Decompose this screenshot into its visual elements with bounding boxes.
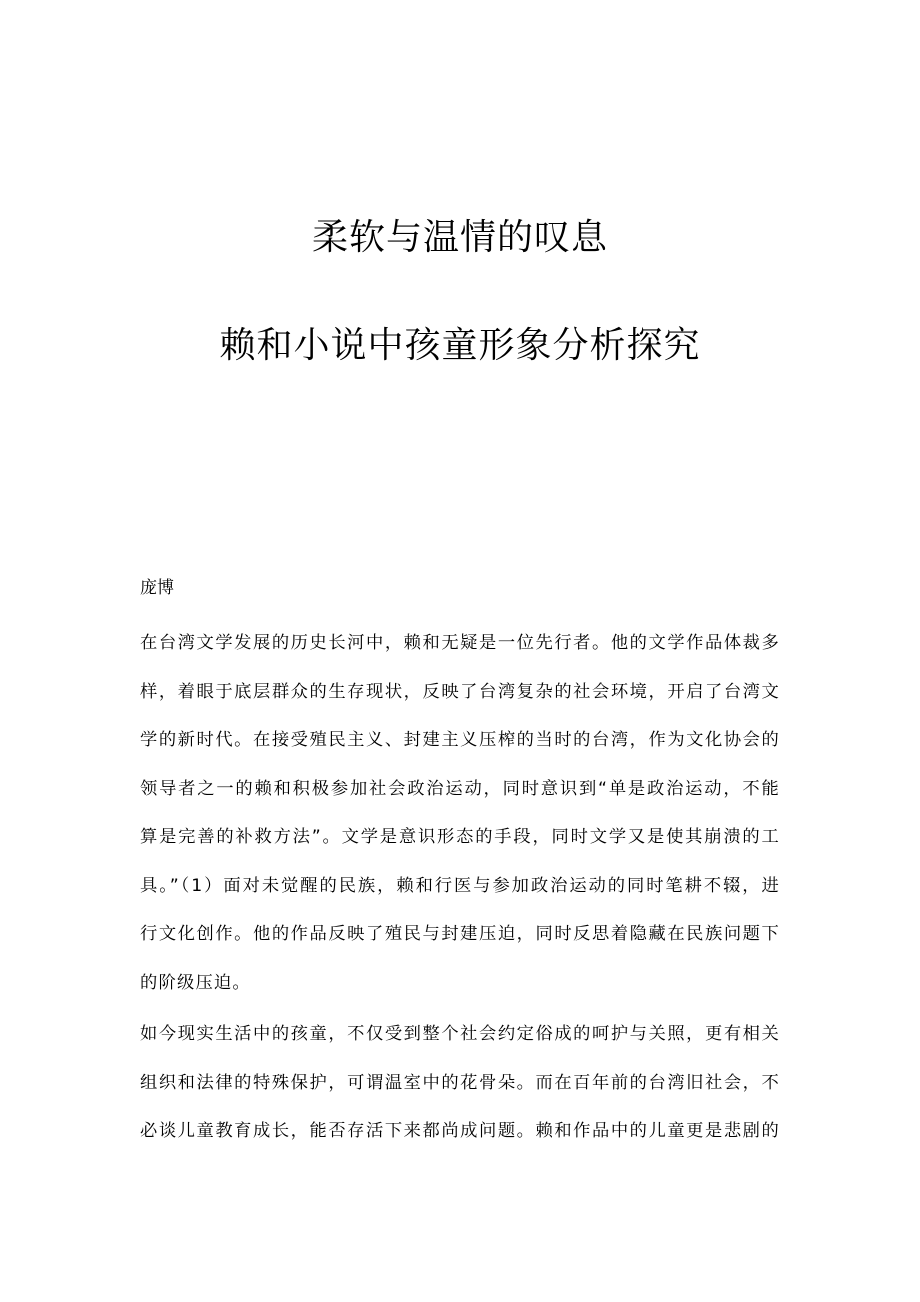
paragraph-line: 样，着眼于底层群众的生存现状，反映了台湾复杂的社会环境，开启了台湾文 <box>140 681 780 702</box>
paragraph-2 <box>140 1019 780 1165</box>
paragraph-line: 算是完善的补救方法”。文学是意识形态的手段，同时文学又是使其崩溃的工 <box>140 827 780 847</box>
author-name: 庞博 <box>140 578 174 598</box>
paragraph-line: 行文化创作。他的作品反映了殖民与封建压迫，同时反思着隐藏在民族问题下 <box>140 924 780 944</box>
paragraph-line: 领导者之一的赖和积极参加社会政治运动，同时意识到“单是政治运动，不能 <box>140 778 780 799</box>
paragraph-line: 学的新时代。在接受殖民主义、封建主义压榨的当时的台湾，作为文化协会的 <box>140 730 780 750</box>
paragraph-line: 具。”（1）面对未觉醒的民族，赖和行医与参加政治运动的同时笔耕不辍，进 <box>140 875 780 896</box>
paragraph-1 <box>140 628 780 1016</box>
paragraph-line: 的阶级压迫。 <box>140 972 251 993</box>
paragraph-line: 组织和法律的特殊保护，可谓温室中的花骨朵。而在百年前的台湾旧社会，不 <box>140 1072 780 1093</box>
title-line-1: 柔软与温情的叹息 <box>311 217 608 258</box>
paragraph-line: 在台湾文学发展的历史长河中，赖和无疑是一位先行者。他的文学作品体裁多 <box>140 633 780 653</box>
title-line-2: 赖和小说中孩童形象分析探究 <box>219 325 701 366</box>
paragraph-line: 必谈儿童教育成长，能否存活下来都尚成问题。赖和作品中的儿童更是悲剧的 <box>140 1121 780 1141</box>
paragraph-line: 如今现实生活中的孩童，不仅受到整个社会约定俗成的呵护与关照，更有相关 <box>140 1024 780 1044</box>
